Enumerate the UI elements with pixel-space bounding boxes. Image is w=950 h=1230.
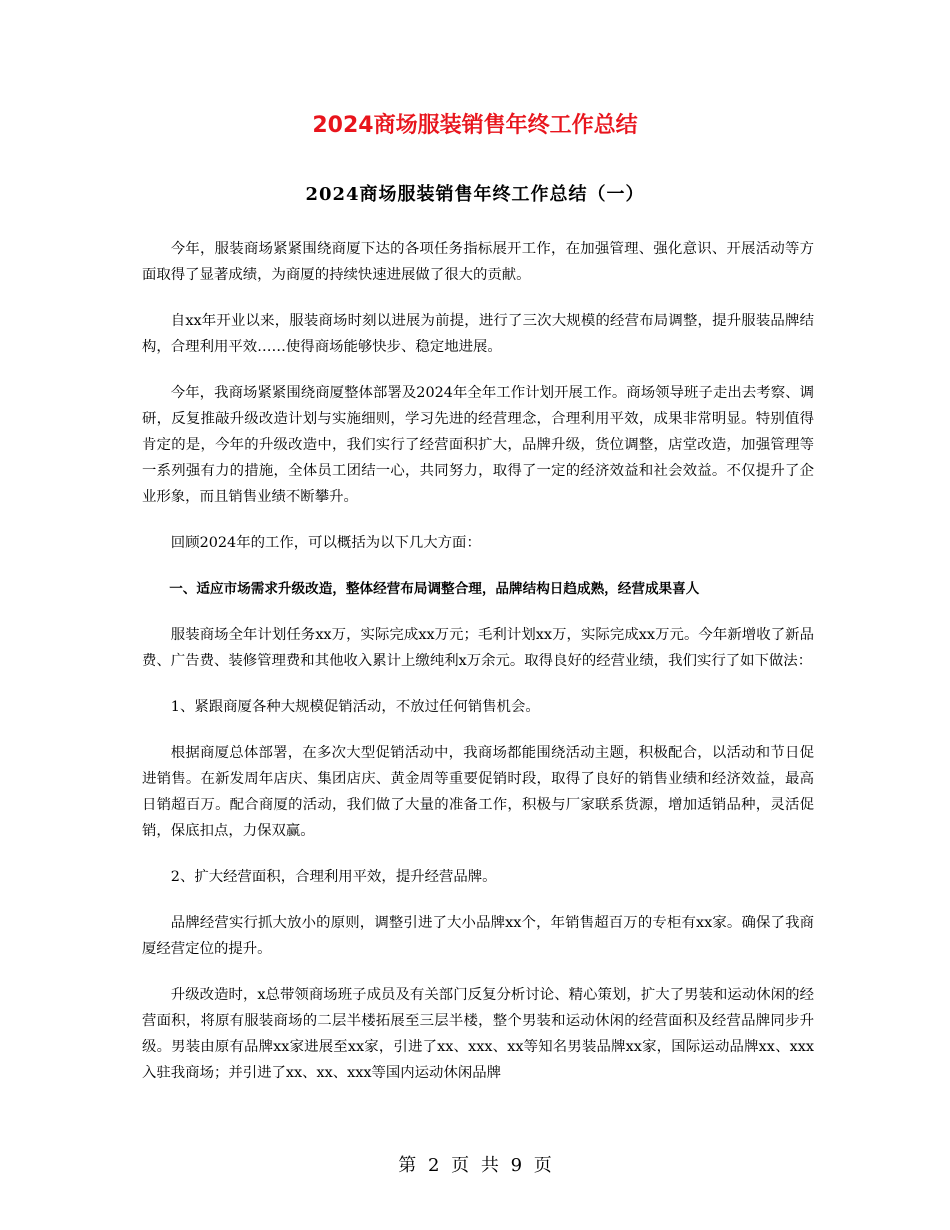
paragraph: 今年，服装商场紧紧围绕商厦下达的各项任务指标展开工作，在加强管理、强化意识、开展活动等方面取得了显著成绩，为商厦的持续快速进展做了很大的贡献。 xyxy=(142,241,814,283)
paragraph: 自xx年开业以来，服装商场时刻以进展为前提，进行了三次大规模的经营布局调整，提升服装品牌结构，合理利用平效……使得商场能够快步、稳定地进展。 xyxy=(142,313,814,355)
paragraph: 回顾2024年的工作，可以概括为以下几大方面： xyxy=(170,535,481,551)
section-heading: 一、适应市场需求升级改造，整体经营布局调整合理，品牌结构日趋成熟，经营成果喜人 xyxy=(169,581,700,597)
paragraph: 服装商场全年计划任务xx万，实际完成xx万元；毛利计划xx万，实际完成xx万元。今年新增收了新品费、广告费、装修管理费和其他收入累计上缴纯利x万余元。取得良好的经营业绩，我们实行了如下做法： xyxy=(142,627,814,669)
paragraph: 今年，我商场紧紧围绕商厦整体部署及2024年全年工作计划开展工作。商场领导班子走出去考察、调研，反复推敲升级改造计划与实施细则，学习先进的经营理念，合理利用平效，成果非常明显。特别值得肯定的是，今年的升级改造中，我们实行了经营面积扩大，品牌升级，货位调整，店堂改造，加强管理等一系列强有力的措施，全体员工团结一心，共同努力，取得了一定的经济效益和社会效益。不仅提升了企业形象，而且销售业绩不断攀升。 xyxy=(142,385,814,505)
document-subtitle: 2024商场服装销售年终工作总结（一） xyxy=(305,184,645,205)
page-number-footer: 第 2 页 共 9 页 xyxy=(398,1155,552,1176)
paragraph: 升级改造时，x总带领商场班子成员及有关部门反复分析讨论、精心策划，扩大了男装和运动休闲的经营面积，将原有服装商场的二层半楼拓展至三层半楼，整个男装和运动休闲的经营面积及经营品牌同步升级。男装由原有品牌xx家进展至xx家，引进了xx、xxx、xx等知名男装品牌xx家，国际运动品牌xx、xxx入驻我商场；并引进了xx、xx、xxx等国内运动休闲品牌 xyxy=(142,987,814,1081)
list-item-heading: 1、紧跟商厦各种大规模促销活动，不放过任何销售机会。 xyxy=(170,699,540,715)
document-title: 2024商场服装销售年终工作总结 xyxy=(312,113,638,138)
paragraph: 品牌经营实行抓大放小的原则，调整引进了大小品牌xx个，年销售超百万的专柜有xx家。确保了我商厦经营定位的提升。 xyxy=(142,915,814,957)
list-item-heading: 2、扩大经营面积，合理利用平效，提升经营品牌。 xyxy=(170,869,497,885)
document-body xyxy=(142,236,814,1106)
paragraph: 根据商厦总体部署，在多次大型促销活动中，我商场都能围绕活动主题，积极配合，以活动和节日促进销售。在新发周年店庆、集团店庆、黄金周等重要促销时段，取得了良好的销售业绩和经济效益，最高日销超百万。配合商厦的活动，我们做了大量的准备工作，积极与厂家联系货源，增加适销品种，灵活促销，保底扣点，力保双赢。 xyxy=(142,745,814,839)
